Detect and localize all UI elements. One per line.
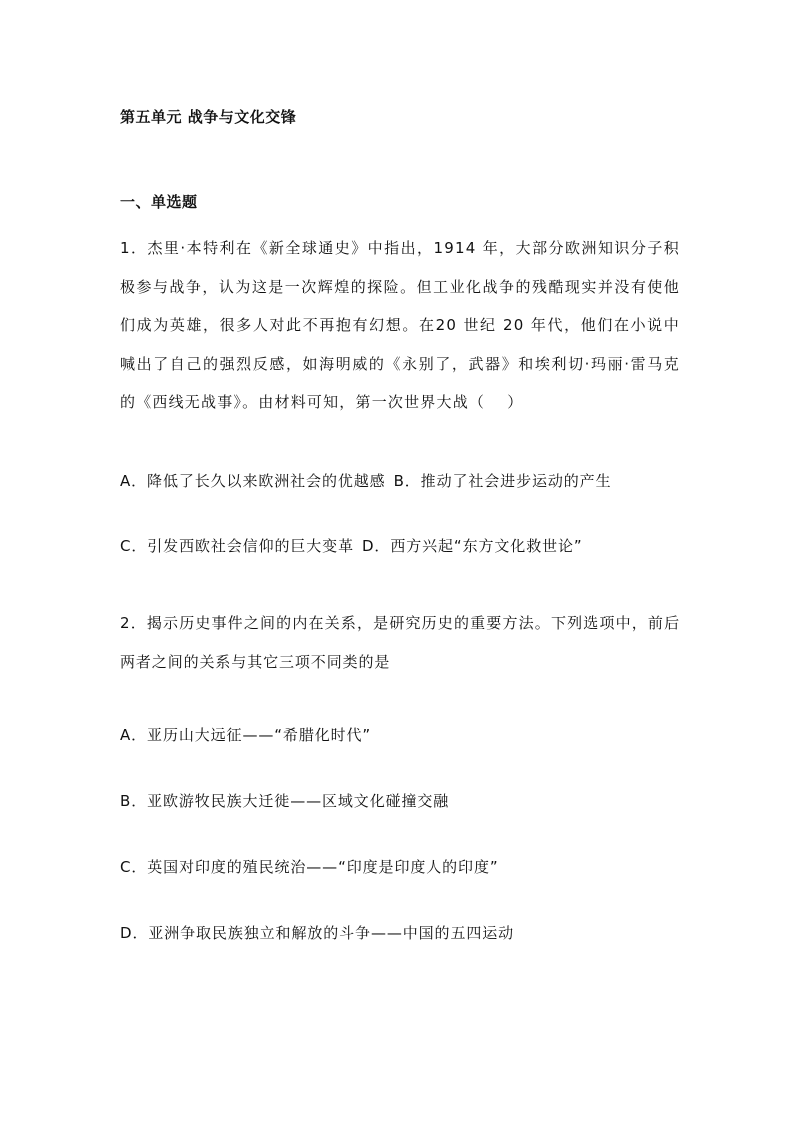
question-1-options-row-1 <box>120 468 680 494</box>
question-1-option-b: B．推动了社会进步运动的产生 <box>393 471 612 490</box>
question-2-stem: 2．揭示历史事件之间的内在关系，是研究历史的重要方法。下列选项中，前后两者之间的关系与其它三项不同类的是 <box>120 613 680 671</box>
unit-title: 第五单元 战争与文化交锋 <box>120 108 297 126</box>
question-1-option-c: C．引发西欧社会信仰的巨大变革 <box>120 536 354 555</box>
question-2-option-b: B．亚欧游牧民族大迁徙——区域文化碰撞交融 <box>120 791 450 810</box>
question-1-option-a: A．降低了长久以来欧洲社会的优越感 <box>120 471 386 490</box>
document-content <box>120 104 680 946</box>
question-2-option-c: C．英国对印度的殖民统治——“印度是印度人的印度” <box>120 857 499 876</box>
question-2 <box>120 604 680 946</box>
section-title: 一、单选题 <box>120 193 198 211</box>
question-1-option-d: D．西方兴起“东方文化救世论” <box>361 536 583 555</box>
question-2-option-d: D．亚洲争取民族独立和解放的斗争——中国的五四运动 <box>120 923 515 942</box>
question-1-stem: 1．杰里·本特利在《新全球通史》中指出，1914 年，大部分欧洲知识分子积极参与战争，认为这是一次辉煌的探险。但工业化战争的残酷现实并没有使他们成为英雄，很多人对此不再抱有幻想。在20 世纪 20 年代，他们在小说中喊出了自己的强烈反感，如海明威的《永别了，武器》和埃利切·玛丽·雷马克的《西线无战事》。由材料可知，第一次世界大战（ ） <box>120 239 680 411</box>
question-2-option-a: A．亚历山大远征——“希腊化时代” <box>120 725 372 744</box>
question-1-options-row-2 <box>120 533 680 559</box>
question-1 <box>120 229 680 559</box>
